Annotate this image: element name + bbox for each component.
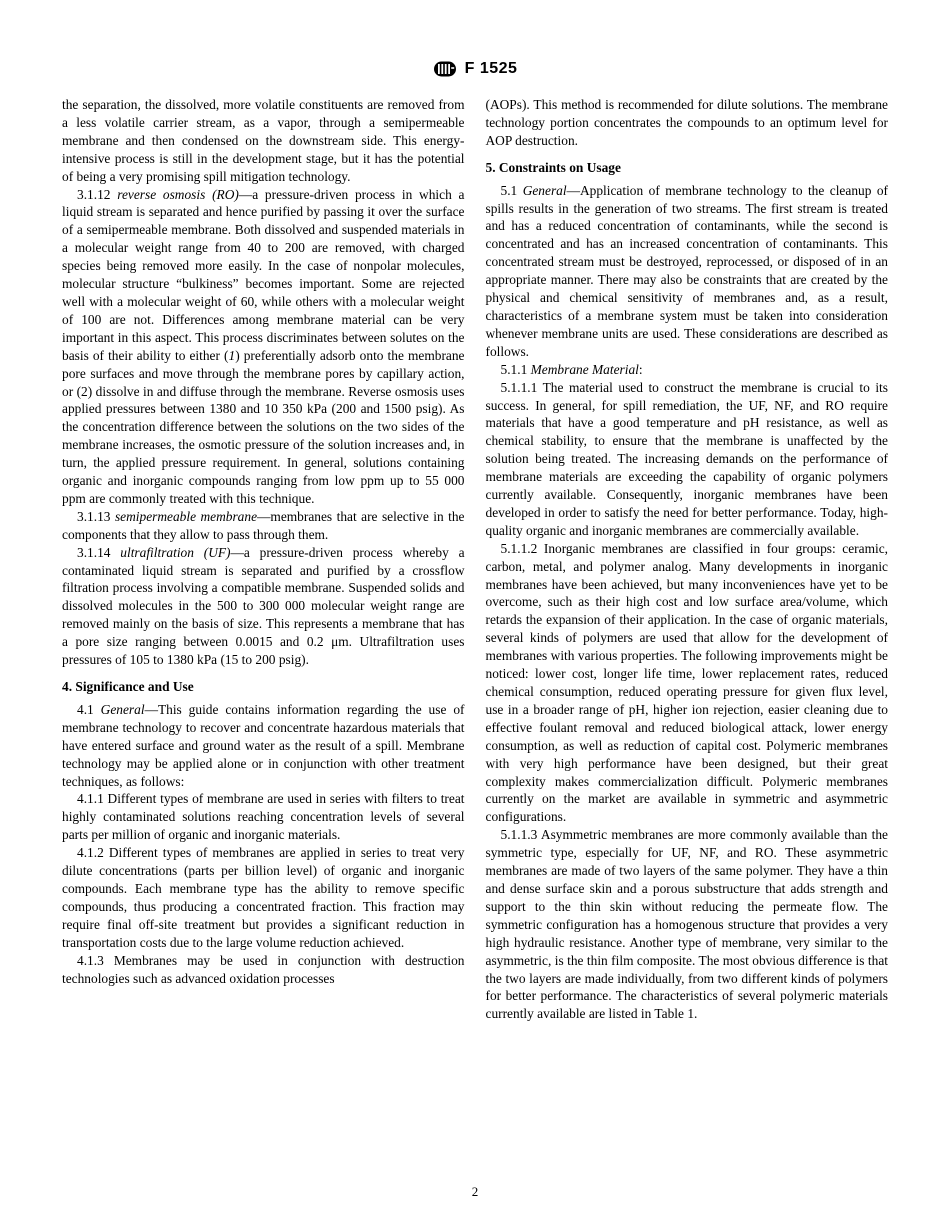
defined-term: General [100, 701, 145, 717]
paragraph [62, 790, 465, 844]
paragraph [62, 844, 465, 951]
text-segment: 5.1.1 [500, 361, 531, 377]
text-segment: 5. Constraints on Usage [485, 159, 621, 175]
text-segment: 4. Significance and Use [62, 679, 194, 694]
paragraph [486, 540, 889, 827]
text-segment: 4.1.1 Different types of membrane are used in series with filters to treat highly contaminated solutions reaching concentration levels of several parts per million of organic and inorganic materials. [62, 791, 465, 843]
paragraph [62, 508, 465, 544]
document-header [62, 60, 888, 78]
text-segment: —membranes that are selective in the components that they allow to pass through them. [62, 508, 465, 542]
paragraph [62, 701, 465, 791]
text-segment: 4.1.3 Membranes may be used in conjunction with destruction technologies such as advanced oxidation processes [62, 952, 465, 986]
defined-term: General [522, 182, 567, 198]
text-segment: 5.1.1.2 Inorganic membranes are classified in four groups: ceramic, carbon, metal, and polymer analog. Many developments in inorganic membranes have been achieved, but many inconveniences have yet to be overcome, such as their high cost and low surface area/volume, which retards the expansion of their application. In the case of organic materials, several kinds of polymers are used that allow for the development of membranes with various properties. The following improvements might be noticed: lower cost, longer life time, lower replacement rates, reduced chemical consumption, reduced operating pressure for given flux level, use in a broader range of pH, higher ion rejection, easier cleaning due to effective foulant removal and reduced biological attack, lower energy consumption, as well as reduction of capital cost. Polymeric membranes with very high performance have been designed, but their great complexity makes commercialization difficult. Polymeric membranes currently on the market are available in symmetric and asymmetric configurations. [485, 540, 888, 825]
text-segment: 3.1.14 [77, 544, 121, 560]
text-segment: —This guide contains information regarding the use of membrane technology to recover and concentrate hazardous materials that have entered surface and ground water as the result of a spill. Membrane technology may be applied alone or in conjunction with other treatment techniques, as follows: [62, 701, 465, 789]
text-segment: —a pressure-driven process whereby a contaminated liquid stream is separated and purified by a crossflow filtration process involving a compatible membrane. Suspended solids and dissolved molecules in the 500 to 300 000 molecular weight range are removed mainly on the basis of size. This represents a membrane that has a pore size ranging between 0.0015 and 0.2 μm. Ultrafiltration uses pressures of 105 to 1380 kPa (15 to 200 psig). [62, 544, 465, 668]
document-body [62, 96, 888, 1023]
paragraph [62, 186, 465, 508]
document-footer [0, 1184, 950, 1200]
astm-logo-icon [433, 61, 457, 77]
defined-term: reverse osmosis (RO) [117, 186, 239, 202]
paragraph [62, 952, 465, 988]
paragraph [62, 544, 465, 669]
section-heading [62, 678, 465, 696]
paragraph [486, 361, 889, 379]
text-segment: 5.1 [500, 182, 523, 198]
left-column [62, 96, 465, 1023]
defined-term: 1 [228, 347, 236, 363]
text-segment: 5.1.1.1 The material used to construct the membrane is crucial to its success. In general, for spill remediation, the UF, NF, and RO require materials that have a good temperature and pH resistance, as well as chemical stability, to ensure that the membrane is unaffected by the solution being treated. The increasing demands on the performance of membrane materials are exceeding the capability of organic polymers currently available. Consequently, inorganic membranes have been developed in order to satisfy the need for better performance. Today, high-quality organic and inorganic membranes are commercially available. [485, 379, 888, 538]
paragraph [486, 379, 889, 540]
text-segment: : [638, 361, 643, 377]
defined-term: Membrane Material [530, 361, 639, 377]
paragraph [486, 182, 889, 361]
page-number: 2 [471, 1184, 479, 1199]
defined-term: ultrafiltration (UF) [120, 544, 231, 560]
text-segment: —Application of membrane technology to the cleanup of spills results in the generation of two streams. The first stream is treated and has a reduced concentration of contaminants, while the second is concentrated and has an increased concentration of contaminants. This concentrated stream must be destroyed, reprocessed, or disposed of in an appropriate manner. There may also be constraints that are created by the physical and chemical sensitivity of membranes and, as a result, characteristics of a membrane system must be taken into consideration whenever membrane units are used. These considerations are described as follows. [485, 182, 888, 359]
paragraph [486, 826, 889, 1023]
document-code: F 1525 [464, 60, 518, 77]
right-column [486, 96, 889, 1023]
text-segment: (AOPs). This method is recommended for dilute solutions. The membrane technology portion concentrates the compounds to an optimum level for AOP destruction. [485, 97, 888, 148]
text-segment: 4.1.2 Different types of membranes are applied in series to treat very dilute concentrations (parts per billion level) of organic and inorganic compounds. Each membrane type has the ability to remove specific compounds, thus producing a concentrated fraction. This fraction may require final off-site treatment but provides a significant reduction in transportation costs due to the large volume reduction achieved. [62, 845, 465, 950]
text-segment: —a pressure-driven process in which a liquid stream is separated and hence purified by passing it over the surface of a semipermeable membrane. Both dissolved and suspended materials in a molecular weight range from 40 to 200 are removed, with charged species being removed more easily. In the case of nonpolar molecules, molecular structure “bulkiness” becomes important. Some are rejected well with a molecular weight of 60, while others with a molecular weight of 100 are not. Differences among membrane material can be very important in this aspect. This process discriminates between solutes on the basis of their ability to either ( [62, 186, 465, 363]
text-segment: 3.1.12 [77, 186, 118, 202]
defined-term: semipermeable membrane [114, 508, 258, 524]
text-segment: 4.1 [77, 701, 101, 717]
paragraph [486, 96, 889, 150]
text-segment: 5.1.1.3 Asymmetric membranes are more commonly available than the symmetric type, especially for UF, NF, and RO. These asymmetric membranes are made of two layers of the same polymer. They have a thin and dense surface skin and a porous substructure that adds strength and support to the thin skin without reducing the permeate flow. The symmetric configuration has a homogenous structure that provides a very high hydraulic resistance. Another type of membrane, very similar to the asymmetric, is the thin film composite. The most obvious difference is that the two layers are made individually, from two different kinds of polymers for better performance. The characteristics of several polymeric materials currently available are listed in Table 1. [485, 827, 888, 1022]
text-segment: the separation, the dissolved, more volatile constituents are removed from a less volatile carrier stream, as a vapor, through a semipermeable membrane and then condensed on the downstream side. This energy-intensive process is still in the development stage, but it has the potential of being a very promising spill mitigation technology. [62, 97, 465, 184]
text-segment: 3.1.13 [77, 508, 115, 524]
paragraph [62, 96, 465, 186]
text-segment: ) preferentially adsorb onto the membrane pore surfaces and move through the membrane pores by capillary action, or (2) dissolve in and diffuse through the membrane. Reverse osmosis uses applied pressures between 1380 and 10 350 kPa (200 and 1500 psig). As the concentration difference between the solutions on the two sides of the membrane increases, the osmotic pressure of the solution increases and, in turn, the applied pressure requirement. In general, solutions containing organic and inorganic compounds ranging from low ppm up to 55 000 ppm are commonly treated with this technique. [62, 347, 465, 506]
section-heading [486, 159, 889, 177]
